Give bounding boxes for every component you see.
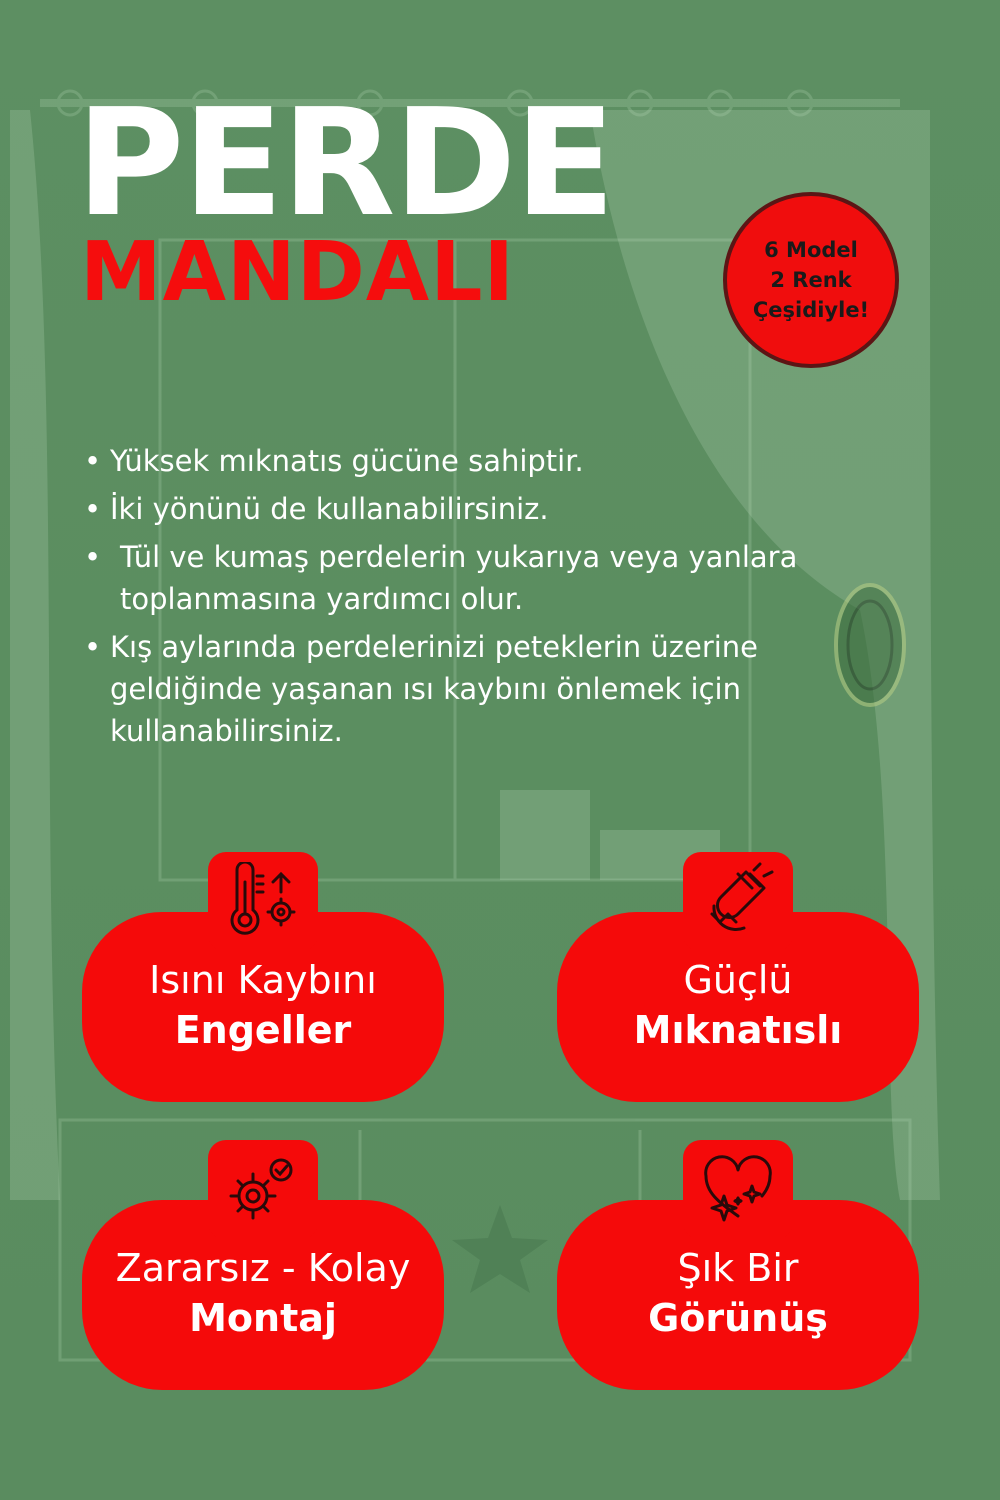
thermometer-icon — [208, 852, 318, 952]
badge-line-variety: Çeşidiyle! — [752, 298, 870, 322]
bullet-dot: • — [84, 540, 102, 574]
list-item — [80, 440, 900, 482]
badge-line-models: 6 Model — [764, 238, 858, 262]
page-title: PERDE — [76, 77, 614, 249]
feature-list — [80, 440, 900, 758]
feature-title: Isını Kaybını — [149, 958, 377, 1002]
variant-badge — [723, 192, 899, 368]
list-item-text: Kış aylarında perdelerinizi peteklerin üzerine geldiğinde yaşanan ısı kaybını önlemek için kullanabilirsiniz. — [110, 630, 759, 748]
list-item — [80, 536, 900, 620]
feature-subtitle: Montaj — [189, 1296, 337, 1340]
feature-title: Şık Bir — [677, 1246, 799, 1290]
page-subtitle: MANDALI — [80, 225, 515, 320]
feature-subtitle: Görünüş — [648, 1296, 828, 1340]
list-item-text: Tül ve kumaş perdelerin yukarıya veya yanlara toplanmasına yardımcı olur. — [120, 540, 798, 616]
bullet-dot: • — [84, 630, 102, 664]
sparkle-heart-icon — [683, 1140, 793, 1240]
list-item-text: Yüksek mıknatıs gücüne sahiptir. — [110, 444, 584, 478]
bullet-dot: • — [84, 444, 102, 478]
feature-card-mounting — [82, 1200, 444, 1390]
magnet-icon — [683, 852, 793, 952]
feature-subtitle: Engeller — [174, 1008, 352, 1052]
feature-card-magnet — [557, 912, 919, 1102]
gears-icon — [208, 1140, 318, 1240]
feature-card-style — [557, 1200, 919, 1390]
feature-title: Zararsız - Kolay — [115, 1246, 411, 1290]
badge-line-colors: 2 Renk — [770, 268, 852, 292]
feature-subtitle: Mıknatıslı — [633, 1008, 843, 1052]
feature-title: Güçlü — [683, 958, 793, 1002]
feature-card-heat-loss — [82, 912, 444, 1102]
list-item-text: İki yönünü de kullanabilirsiniz. — [110, 492, 549, 526]
bullet-dot: • — [84, 492, 102, 526]
list-item — [80, 626, 900, 752]
list-item — [80, 488, 900, 530]
